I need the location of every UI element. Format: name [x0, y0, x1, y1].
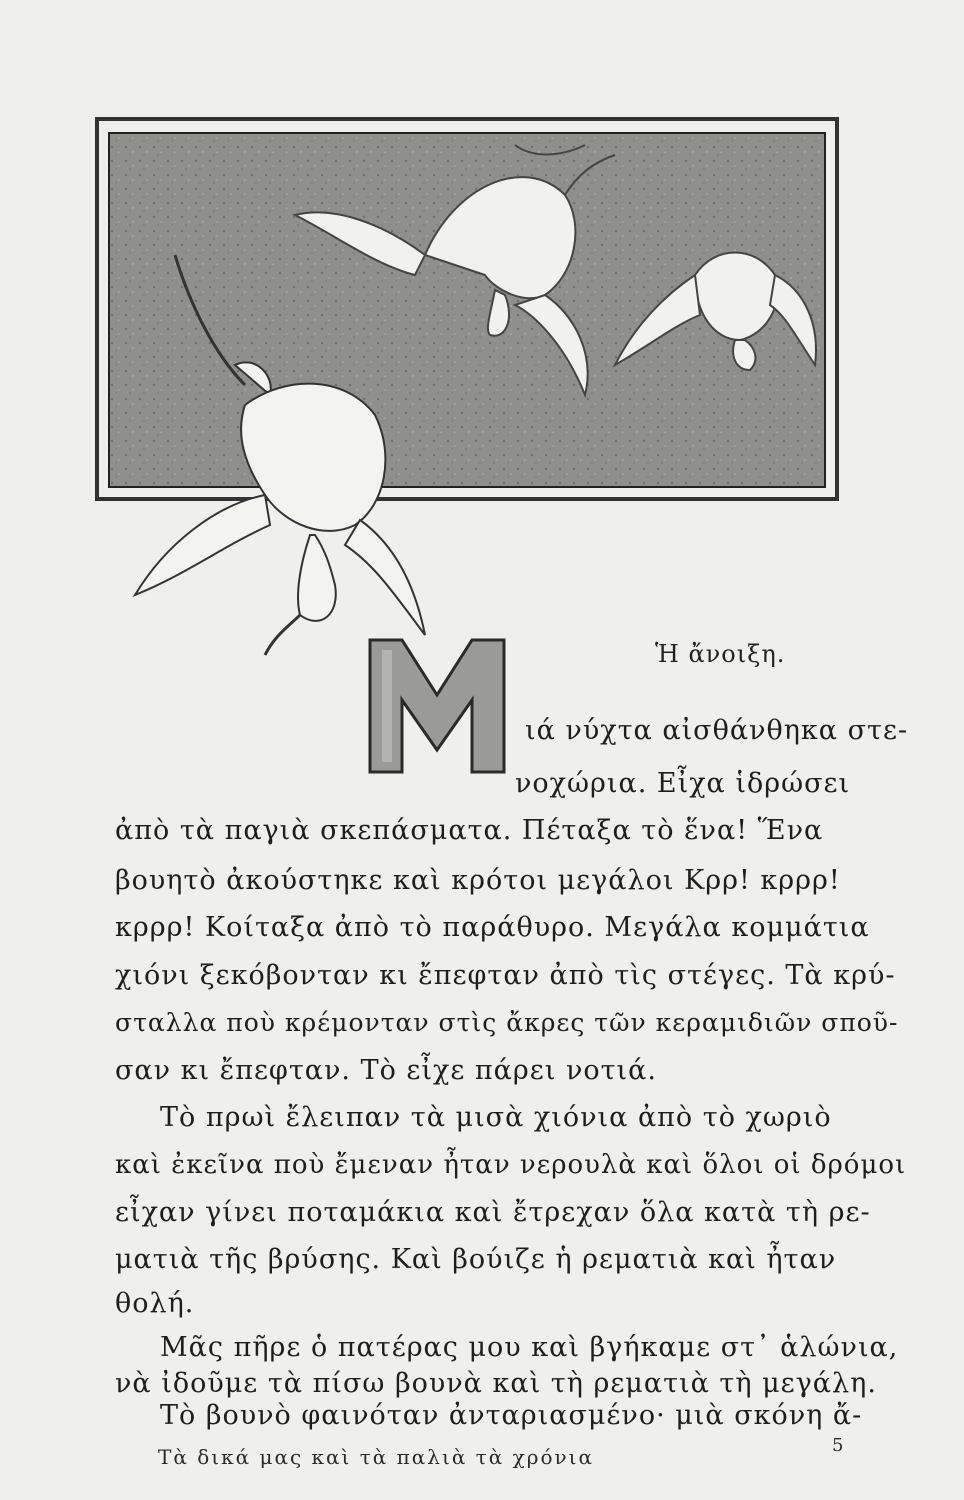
crane-illustration	[95, 115, 855, 675]
text-line: Τὸ βουνὸ φαινόταν ἀνταριασμένο· μιὰ σκόνη ἄ-	[160, 1400, 863, 1431]
text-line: νοχώρια. Εἶχα ἱδρώσει	[515, 768, 851, 799]
text-line: ματιὰ τῆς βρύσης. Καὶ βούιζε ἡ ρεματιὰ καὶ ἦταν	[115, 1244, 837, 1275]
text-line: βουητὸ ἀκούστηκε καὶ κρότοι μεγάλοι Κρρ! κρρρ!	[115, 865, 841, 896]
page-number: 5	[832, 1435, 844, 1456]
text-line: νὰ ἰδοῦμε τὰ πίσω βουνὰ καὶ τὴ ρεματιὰ τὴ μεγάλη.	[115, 1368, 877, 1399]
text-line: θολή.	[115, 1288, 195, 1319]
text-line: Τὸ πρωὶ ἔλειπαν τὰ μισὰ χιόνια ἀπὸ τὸ χωριὸ	[160, 1102, 832, 1133]
dropcap-m	[362, 630, 512, 780]
text-line: σαν κι ἔπεφταν. Τὸ εἶχε πάρει νοτιά.	[115, 1055, 657, 1086]
text-line: κρρρ! Κοίταξα ἀπὸ τὸ παράθυρο. Μεγάλα κομμάτια	[115, 912, 870, 943]
text-line: καὶ ἐκεῖνα ποὺ ἔμεναν ἦταν νερουλὰ καὶ ὅλοι οἱ δρόμοι	[115, 1150, 907, 1180]
text-line: ιά νύχτα αἰσθάνθηκα στε-	[525, 715, 909, 746]
running-footer-title: Τὰ δικά μας καὶ τὰ παλιὰ τὰ χρόνια	[158, 1445, 595, 1469]
text-line: σταλλα ποὺ κρέμονταν στὶς ἄκρες τῶν κεραμιδιῶν σποῦ-	[115, 1008, 899, 1037]
chapter-title: Ἡ ἄνοιξη.	[655, 640, 786, 668]
text-line: Μᾶς πῆρε ὁ πατέρας μου καὶ βγήκαμε στ᾽ ἁλώνια,	[160, 1332, 899, 1363]
text-line: χιόνι ξεκόβονταν κι ἔπεφταν ἀπὸ τὶς στέγες. Τὰ κρύ-	[115, 960, 896, 991]
text-line: ἀπὸ τὰ παγιὰ σκεπάσματα. Πέταξα τὸ ἕνα! Ἕνα	[115, 815, 824, 846]
text-line: εἶχαν γίνει ποταμάκια καὶ ἔτρεχαν ὅλα κατὰ τὴ ρε-	[115, 1197, 871, 1228]
